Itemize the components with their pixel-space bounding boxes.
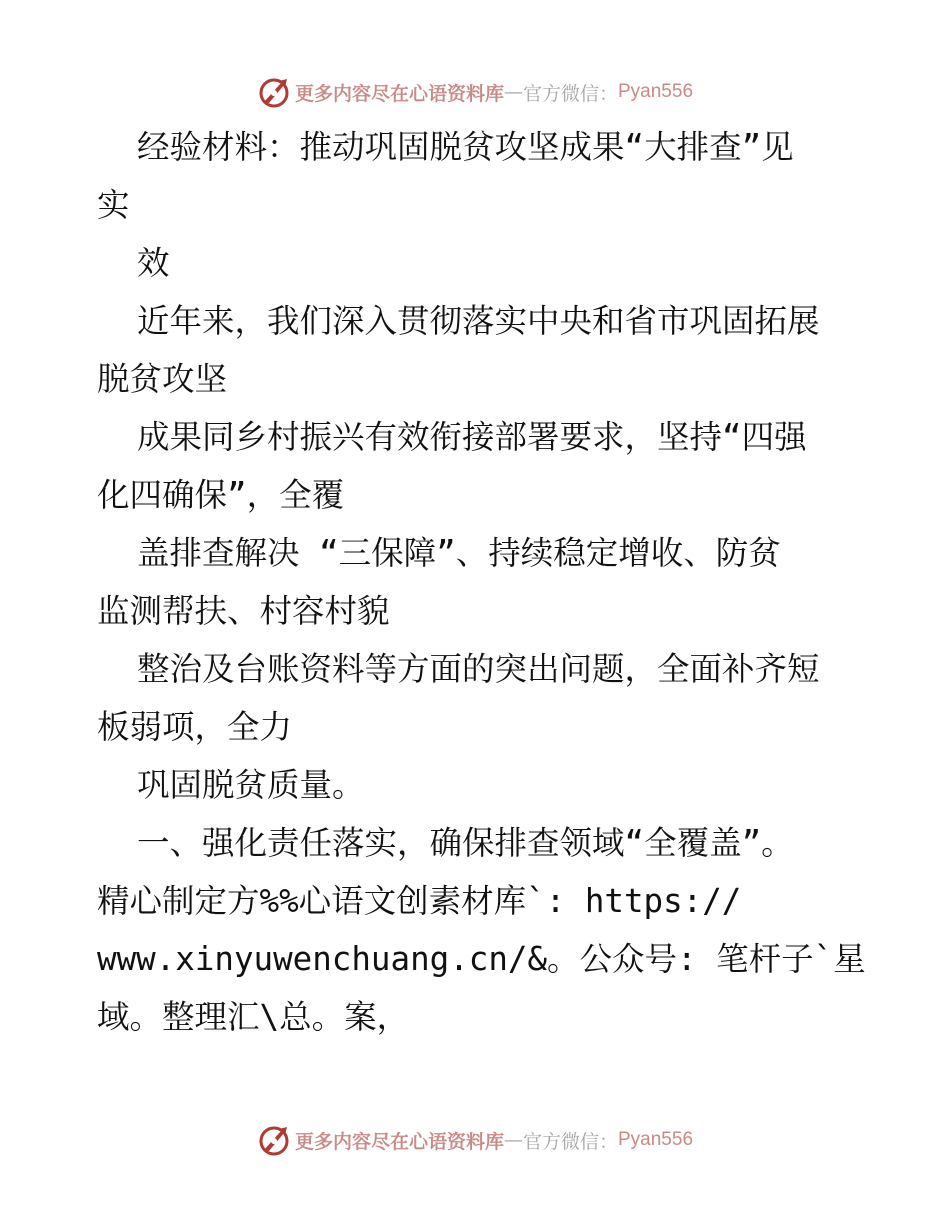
footer-brand xyxy=(257,1123,693,1157)
body-line: 脱贫攻坚 xyxy=(97,360,228,398)
footer-wechat-id: Pyan556 xyxy=(618,1129,694,1150)
quill-logo-icon xyxy=(257,1123,291,1157)
header-wechat-label: 官方微信： xyxy=(522,82,618,105)
document-body xyxy=(97,118,866,1046)
body-line: 近年来，我们深入贯彻落实中央和省市巩固拓展 xyxy=(137,302,820,340)
body-line: 精心制定方%%心语文创素材库`: https:// xyxy=(97,882,742,920)
body-line: 效 xyxy=(137,244,170,282)
header-separator: — xyxy=(503,81,523,103)
page-footer xyxy=(0,1120,950,1160)
body-line: 盖排查解决 “三保障”、持续稳定增收、防贫 xyxy=(137,534,781,572)
body-line: 巩固脱贫质量。 xyxy=(137,766,365,804)
body-line-section-heading: 一、强化责任落实，确保排查领域“全覆盖”。 xyxy=(137,824,794,862)
body-line: 监测帮扶、村容村貌 xyxy=(97,592,390,630)
footer-wechat-label: 官方微信： xyxy=(522,1130,618,1153)
footer-separator: — xyxy=(503,1129,523,1151)
header-brand xyxy=(257,75,693,109)
body-line: 实 xyxy=(97,186,130,224)
body-line: 成果同乡村振兴有效衔接部署要求，坚持“四强 xyxy=(137,418,807,456)
body-line: 域。整理汇\总。案， xyxy=(97,998,410,1036)
header-wechat-id: Pyan556 xyxy=(618,81,694,102)
body-line: 整治及台账资料等方面的突出问题，全面补齐短 xyxy=(137,650,820,688)
body-line-title: 经验材料：推动巩固脱贫攻坚成果“大排查”见 xyxy=(137,128,794,166)
body-line: www.xinyuwenchuang.cn/&。公众号: 笔杆子`星 xyxy=(97,940,866,978)
page-header xyxy=(0,72,950,112)
body-line: 板弱项，全力 xyxy=(97,708,293,746)
footer-brand-text: 更多内容尽在心语资料库 xyxy=(294,1130,504,1153)
body-line: 化四确保”，全覆 xyxy=(97,476,345,514)
header-brand-text: 更多内容尽在心语资料库 xyxy=(294,82,504,105)
quill-logo-icon xyxy=(257,75,291,109)
